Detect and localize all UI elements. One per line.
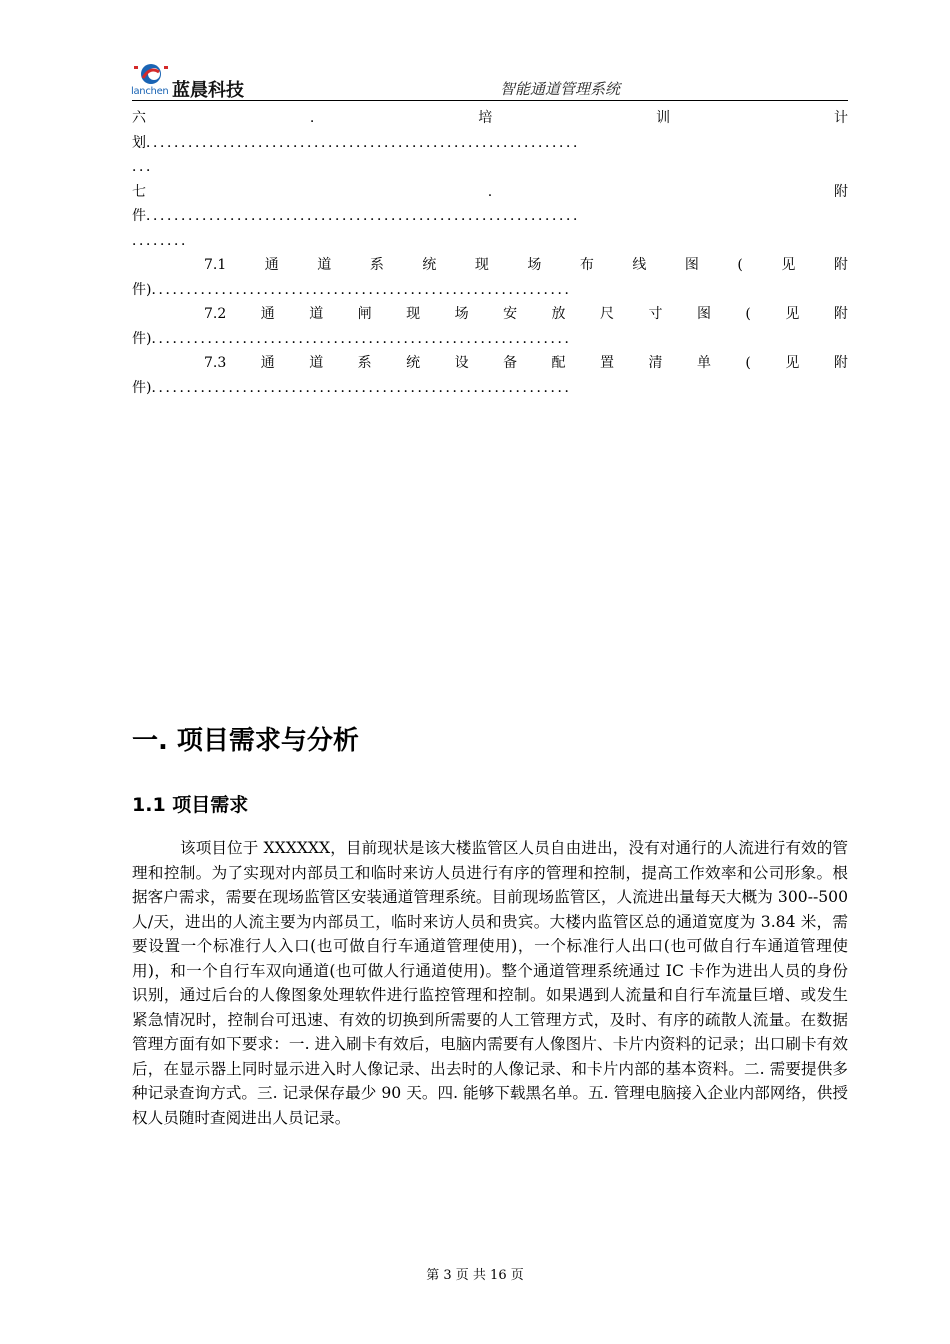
document-title: 智能通道管理系统 xyxy=(500,80,621,98)
toc-token: 安 xyxy=(503,306,518,322)
toc-leader-continued: ．．． xyxy=(132,159,160,175)
toc-item xyxy=(132,253,848,278)
table-of-contents xyxy=(132,106,848,400)
toc-token: 单 xyxy=(696,355,711,371)
toc-leader: 划．．．．．．．．．．．．．．．．．．．．．．．．．．．．．．．．．．．．．．．．．．．．．．．．．．．．．．．．．．．．．． xyxy=(132,134,587,151)
toc-token: 放 xyxy=(551,306,566,322)
toc-token: 系 xyxy=(369,257,384,273)
toc-token: 六 xyxy=(132,110,146,126)
toc-token: 附 xyxy=(833,355,848,371)
toc-token: 现 xyxy=(474,257,489,273)
toc-token: 道 xyxy=(309,355,324,371)
toc-token: 通 xyxy=(260,306,275,322)
toc-token: 寸 xyxy=(648,306,663,322)
toc-token: 附 xyxy=(833,257,848,273)
toc-token: 清 xyxy=(648,355,663,371)
toc-token: 图 xyxy=(684,257,699,273)
toc-item xyxy=(132,180,848,205)
toc-leader: 件)．．．．．．．．．．．．．．．．．．．．．．．．．．．．．．．．．．．．．．．．．．．．．．．．．．．．．．．．．．．． xyxy=(132,330,579,347)
header-divider xyxy=(132,100,848,101)
toc-token: ( xyxy=(745,306,751,322)
page-header xyxy=(0,0,950,110)
toc-item xyxy=(132,351,848,376)
toc-token: 培 xyxy=(478,110,493,126)
toc-leader: 件)．．．．．．．．．．．．．．．．．．．．．．．．．．．．．．．．．．．．．．．．．．．．．．．．．．．．．．．．．．．． xyxy=(132,379,579,396)
toc-token: 闸 xyxy=(357,306,372,322)
toc-token: ( xyxy=(745,355,751,371)
toc-token: 训 xyxy=(656,110,671,126)
toc-token: 见 xyxy=(781,257,796,273)
toc-leader-continued: ．．．．．．．． xyxy=(132,232,195,249)
toc-token: 场 xyxy=(454,306,469,322)
toc-token: 现 xyxy=(406,306,421,322)
toc-token: ( xyxy=(737,257,743,273)
toc-token: 通 xyxy=(264,257,279,273)
toc-leader: 件)．．．．．．．．．．．．．．．．．．．．．．．．．．．．．．．．．．．．．．．．．．．．．．．．．．．．．．．．．．．． xyxy=(132,281,579,298)
toc-token: 布 xyxy=(579,257,594,273)
toc-token: 置 xyxy=(600,355,615,371)
toc-token: . xyxy=(309,110,315,126)
toc-token: 系 xyxy=(357,355,372,371)
toc-token: 图 xyxy=(696,306,711,322)
page-number: 第 3 页 共 16 页 xyxy=(426,1268,524,1283)
toc-token: 7.3 xyxy=(204,355,227,371)
section-heading: 一. 项目需求与分析 xyxy=(132,726,359,756)
toc-token: 道 xyxy=(309,306,324,322)
toc-token: 道 xyxy=(317,257,332,273)
toc-token: 计 xyxy=(833,110,848,126)
toc-token: 设 xyxy=(454,355,469,371)
toc-token: 场 xyxy=(527,257,542,273)
toc-token: 附 xyxy=(833,306,848,322)
toc-token: 通 xyxy=(260,355,275,371)
toc-token: 附 xyxy=(833,183,848,200)
toc-token: 统 xyxy=(422,257,437,273)
toc-token: 线 xyxy=(632,257,647,273)
toc-token: 7.1 xyxy=(204,257,227,273)
toc-leader: 件．．．．．．．．．．．．．．．．．．．．．．．．．．．．．．．．．．．．．．．．．．．．．．．．．．．．．．．．．．．．．． xyxy=(132,208,587,224)
toc-token: 七 xyxy=(132,183,146,200)
subsection-heading: 1.1 项目需求 xyxy=(132,794,249,816)
toc-item xyxy=(132,302,848,327)
logo-text: lanchen xyxy=(131,86,169,97)
toc-token: 配 xyxy=(551,355,566,371)
toc-token: 见 xyxy=(785,355,800,371)
body-paragraph: 该项目位于 XXXXXX，目前现状是该大楼监管区人员自由进出，没有对通行的人流进行有效的管理和控制。为了实现对内部员工和临时来访人员进行有序的管理和控制，提高工作效率和公司形象。根据客户需求，需要在现场监管区安装通道管理系统。目前现场监管区，人流进出量每天大概为 300--500 人/天，进出的人流主要为内部员工，临时来访人员和贵宾。大楼内监管区总的通道宽度为 3.84 米，需要设置一个标准行人入口(也可做自行车通道管理使用)，一个标准行人出口(也可做自行车通道管理使用)，和一个自行车双向通道(也可做人行通道使用)。整个通道管理系统通过 IC 卡作为进出人员的身份识别，通过后台的人像图象处理软件进行监控管理和控制。如果遇到人流量和自行车流量巨增、或发生紧急情况时，控制台可迅速、有效的切换到所需要的人工管理方式，及时、有序的疏散人流量。在数据管理方面有如下要求：一. 进入刷卡有效后，电脑内需要有人像图片、卡片内资料的记录；出口刷卡有效后，在显示器上同时显示进入时人像记录、出去时的人像记录、和卡片内部的基本资料。二. 需要提供多种记录查询方式。三. 记录保存最少 90 天。四. 能够下载黑名单。五. 管理电脑接入企业内部网络，供授权人员随时查阅进出人员记录。 xyxy=(132,839,848,1127)
toc-token: 尺 xyxy=(600,306,615,322)
company-name: 蓝晨科技 xyxy=(172,80,244,101)
toc-token: 备 xyxy=(503,355,518,371)
toc-token: 统 xyxy=(406,355,421,371)
toc-item xyxy=(132,106,848,131)
toc-token: . xyxy=(487,183,493,200)
toc-token: 见 xyxy=(785,306,800,322)
toc-token: 7.2 xyxy=(204,306,227,322)
